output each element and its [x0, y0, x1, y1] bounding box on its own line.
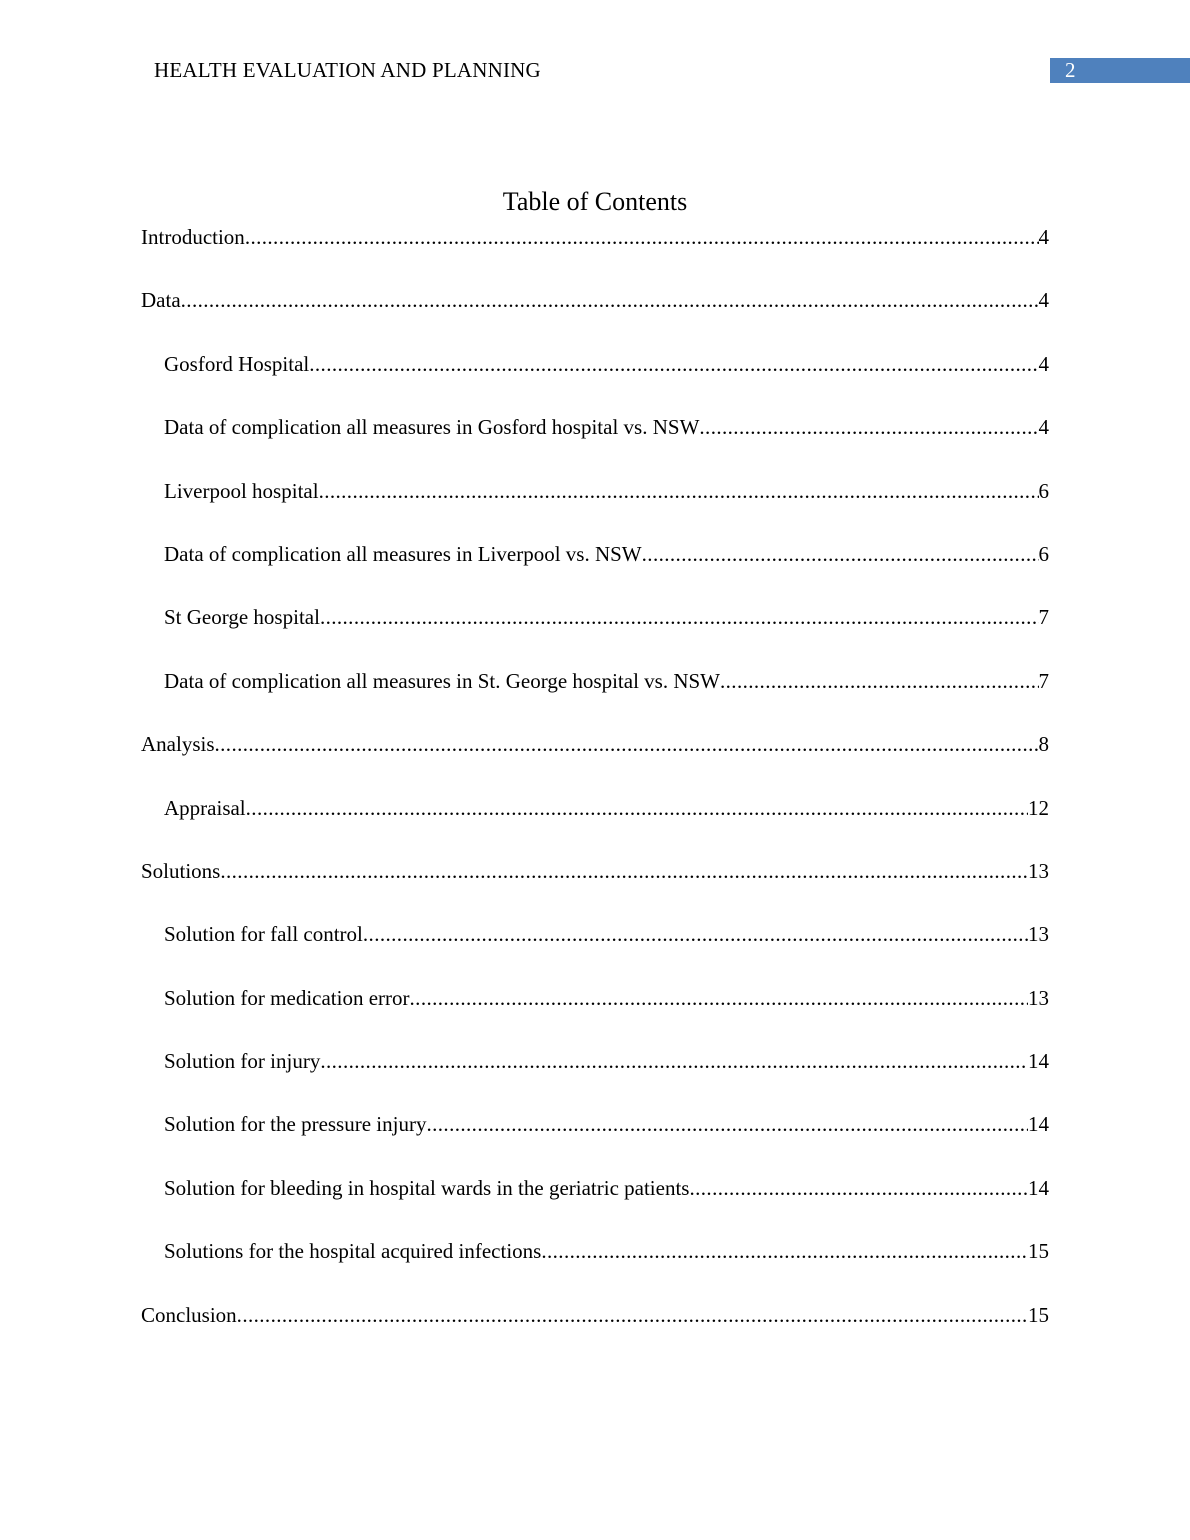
dot-leader: [699, 410, 1038, 444]
dot-leader: [237, 1298, 1028, 1332]
dot-leader: [363, 917, 1028, 951]
dot-leader: [320, 1044, 1028, 1078]
toc-entry-label: Analysis: [141, 732, 215, 757]
dot-leader: [689, 1171, 1028, 1205]
toc-entry-page: 4: [1038, 351, 1049, 376]
dot-leader: [320, 600, 1039, 634]
dot-leader: [541, 1234, 1028, 1268]
toc-entry-page: 6: [1038, 541, 1049, 566]
toc-entry-bleeding[interactable]: [141, 1171, 1049, 1234]
dot-leader: [319, 474, 1039, 508]
toc-entry-label: Appraisal: [164, 795, 246, 820]
toc-entry-label: Data of complication all measures in Gosford hospital vs. NSW: [164, 415, 700, 440]
dot-leader: [410, 981, 1028, 1015]
toc-entry-page: 6: [1038, 478, 1049, 503]
toc-entry-label: Solution for medication error: [164, 985, 410, 1010]
toc-entry-page: 8: [1038, 732, 1049, 757]
toc-entry-introduction[interactable]: [141, 220, 1049, 283]
table-of-contents: [141, 220, 1049, 1361]
toc-entry-label: Solutions: [141, 858, 221, 883]
toc-entry-fall-control[interactable]: [141, 917, 1049, 980]
toc-entry-page: 4: [1038, 288, 1049, 313]
toc-entry-pressure-injury[interactable]: [141, 1107, 1049, 1170]
toc-entry-label: Solution for bleeding in hospital wards in the geriatric patients: [164, 1175, 690, 1200]
toc-entry-page: 13: [1028, 858, 1049, 883]
page-number-badge: 2: [1050, 58, 1190, 83]
toc-entry-page: 12: [1028, 795, 1049, 820]
toc-entry-infections[interactable]: [141, 1234, 1049, 1297]
toc-entry-analysis[interactable]: [141, 727, 1049, 790]
toc-entry-label: Gosford Hospital: [164, 351, 310, 376]
dot-leader: [220, 854, 1028, 888]
toc-entry-injury[interactable]: [141, 1044, 1049, 1107]
toc-entry-label: Solution for fall control: [164, 922, 363, 947]
toc-entry-label: Solution for the pressure injury: [164, 1112, 427, 1137]
toc-entry-conclusion[interactable]: [141, 1298, 1049, 1361]
toc-entry-label: Solutions for the hospital acquired infections: [164, 1239, 542, 1264]
toc-entry-page: 13: [1028, 985, 1049, 1010]
toc-title: Table of Contents: [502, 187, 688, 216]
toc-entry-label: St George hospital: [164, 605, 320, 630]
toc-entry-gosford-hospital[interactable]: [141, 347, 1049, 410]
toc-entry-page: 15: [1028, 1302, 1049, 1327]
toc-entry-page: 7: [1038, 668, 1049, 693]
toc-entry-page: 7: [1038, 605, 1049, 630]
toc-entry-label: Data: [141, 288, 181, 313]
toc-entry-label: Data of complication all measures in Liverpool vs. NSW: [164, 541, 642, 566]
toc-entry-solutions[interactable]: [141, 854, 1049, 917]
toc-entry-page: 13: [1028, 922, 1049, 947]
dot-leader: [426, 1107, 1028, 1141]
toc-entry-page: 4: [1038, 225, 1049, 249]
toc-entry-page: 14: [1028, 1112, 1049, 1137]
toc-entry-st-george-complications[interactable]: [141, 664, 1049, 727]
dot-leader: [245, 220, 1039, 254]
toc-entry-st-george-hospital[interactable]: [141, 600, 1049, 663]
dot-leader: [181, 283, 1039, 317]
toc-entry-medication-error[interactable]: [141, 981, 1049, 1044]
toc-entry-page: 15: [1028, 1239, 1049, 1264]
dot-leader: [246, 791, 1028, 825]
dot-leader: [720, 664, 1039, 698]
toc-entry-page: 14: [1028, 1049, 1049, 1074]
toc-entry-label: Solution for injury: [164, 1049, 321, 1074]
toc-entry-label: Data of complication all measures in St. George hospital vs. NSW: [164, 668, 720, 693]
toc-entry-page: 14: [1028, 1175, 1049, 1200]
toc-entry-liverpool-hospital[interactable]: [141, 474, 1049, 537]
dot-leader: [309, 347, 1038, 381]
toc-entry-label: Introduction: [141, 225, 245, 249]
toc-entry-label: Liverpool hospital: [164, 478, 319, 503]
toc-entry-gosford-complications[interactable]: [141, 410, 1049, 473]
running-header-title: HEALTH EVALUATION AND PLANNING: [154, 58, 541, 82]
toc-entry-page: 4: [1038, 415, 1049, 440]
toc-entry-data[interactable]: [141, 283, 1049, 346]
toc-entry-liverpool-complications[interactable]: [141, 537, 1049, 600]
dot-leader: [642, 537, 1039, 571]
toc-entry-appraisal[interactable]: [141, 791, 1049, 854]
dot-leader: [215, 727, 1039, 761]
toc-entry-label: Conclusion: [141, 1302, 237, 1327]
